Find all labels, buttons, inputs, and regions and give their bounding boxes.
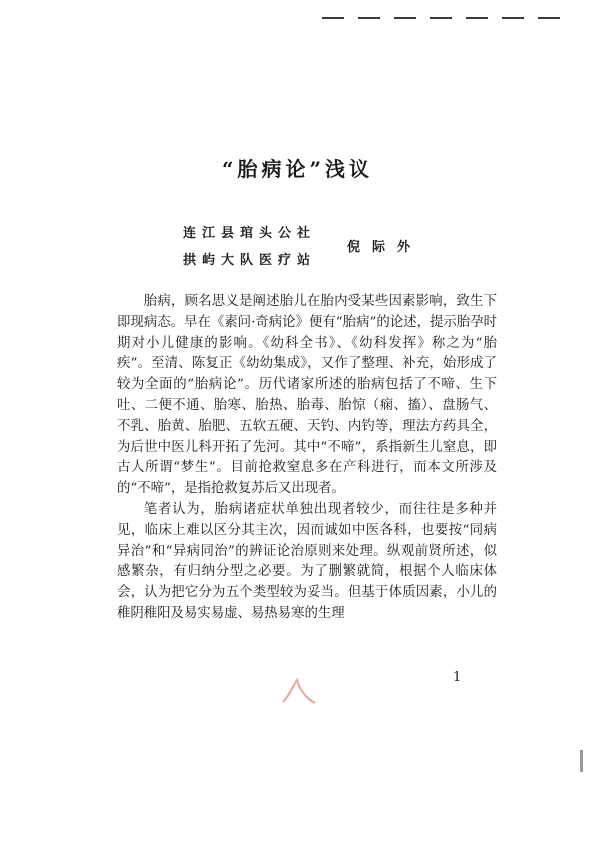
page-number: 1 [453,670,462,685]
article-title: “胎病论”浅议 [221,157,373,181]
article-body [117,292,497,625]
paragraph-1: 胎病，顾名思义是阐述胎儿在胎内受某些因素影响，致生下即现病态。早在《素问·奇病论》便有“胎病”的论述，提示胎孕时期对小儿健康的影响。《幼科全书》、《幼科发挥》称之为“胎疾”。至清、陈复正《幼幼集成》，又作了整理、补充，始形成了较为全面的“胎病论”。历代诸家所述的胎病包括了不啼、生下吐、二便不通、胎寒、胎热、胎毒、胎惊（痫、搐）、盘肠气、不乳、胎黄、胎肥、五软五硬、天钓、内钓等，理法方药具全，为后世中医儿科开拓了先河。其中“不啼”，系指新生儿窒息，即古人所谓“梦生”。目前抢救窒息多在产科进行，而本文所涉及的“不啼”，是指抢救复苏后又出现者。 [117,294,497,497]
affiliation-line-2: 拱屿大队医疗站 [183,253,317,268]
top-edge-dashes [322,17,560,19]
paragraph-2: 笔者认为，胎病诸症状单独出现者较少，而往往是多种并见，临床上难以区分其主次，因而诚如中医各科，也要按“同病异治”和“异病同治”的辨证论治原则来处理。纵观前贤所述，似感繁杂，有归纳分型之必要。为了删繁就简，根据个人临床体会，认为把它分为五个类型较为妥当。但基于体质因素，小儿的稚阴稚阳及易实易虚、易热易寒的生理 [117,501,497,621]
red-ink-mark-icon [279,676,319,706]
scan-edge-mark [580,750,583,772]
author-name: 倪际外 [347,240,423,255]
affiliation-line-1: 连江县琯头公社 [183,226,317,241]
